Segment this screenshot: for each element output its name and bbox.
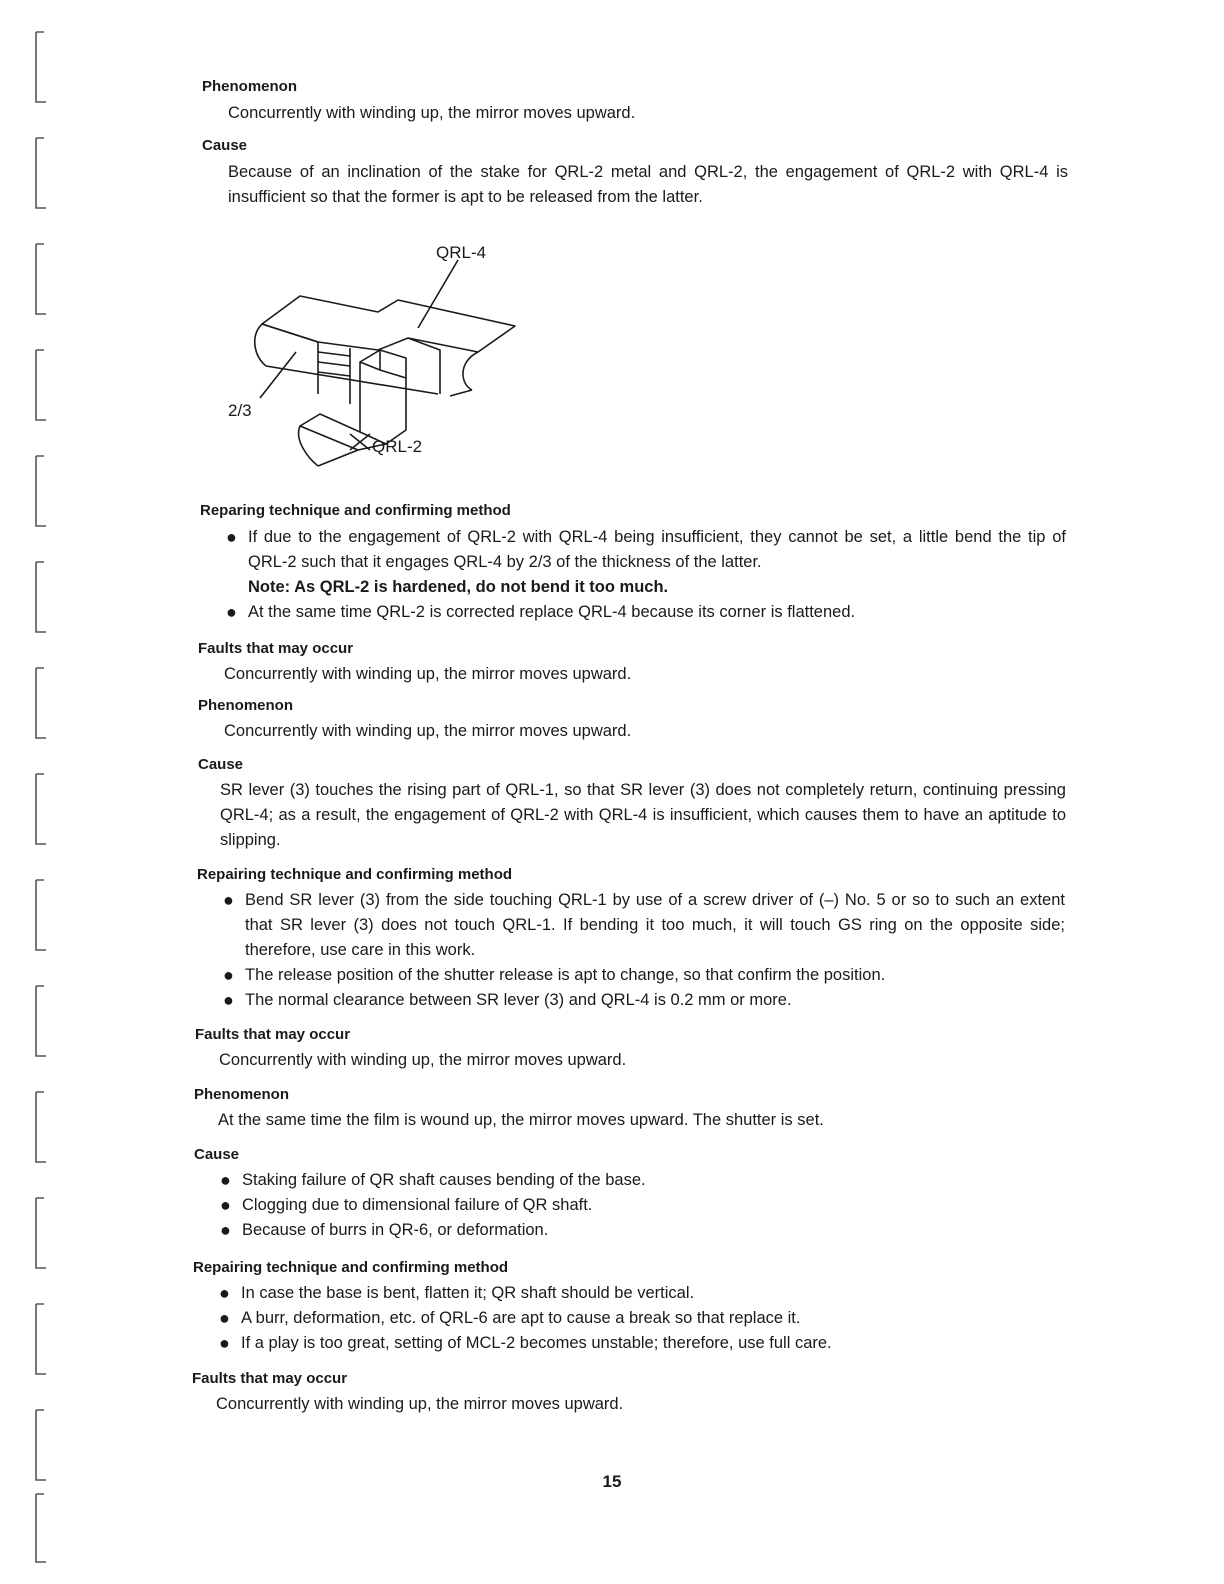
bullet-icon: ● <box>226 527 237 547</box>
bullet-icon: ● <box>223 890 234 910</box>
note-text: Note: As QRL-2 is hardened, do not bend it too much. <box>248 578 669 596</box>
section-phenomenon-1 <box>202 78 1082 126</box>
list-item <box>193 1331 1073 1356</box>
section-faults-1 <box>198 640 1078 687</box>
label-two-thirds: 2/3 <box>228 401 252 420</box>
list-item-text: Clogging due to dimensional failure of QR shaft. <box>242 1196 593 1214</box>
bullet-icon: ● <box>220 1170 231 1190</box>
qrl-engagement-diagram <box>210 244 530 474</box>
list-item-text: In case the base is bent, flatten it; QR shaft should be vertical. <box>241 1284 695 1302</box>
list-item-text: Staking failure of QR shaft causes bending of the base. <box>242 1171 646 1189</box>
bullet-icon: ● <box>219 1333 230 1353</box>
bullet-icon: ● <box>223 965 234 985</box>
section-heading: Cause <box>198 756 244 773</box>
list-item <box>194 1193 1074 1218</box>
section-text: At the same time the film is wound up, the mirror moves upward. The shutter is set. <box>218 1111 824 1129</box>
section-repair-1 <box>200 502 1066 625</box>
section-heading: Phenomenon <box>194 1086 290 1103</box>
section-heading: Repairing technique and confirming method <box>193 1259 509 1276</box>
list-item <box>194 1218 1074 1243</box>
section-faults-2 <box>195 1026 1075 1073</box>
bullet-icon: ● <box>219 1308 230 1328</box>
list-item <box>197 888 1065 963</box>
section-phenomenon-3 <box>194 1086 1074 1133</box>
list-item <box>193 1281 1073 1306</box>
list-item-text: If a play is too great, setting of MCL-2 becomes unstable; therefore, use full care. <box>241 1334 832 1352</box>
binder-brackets <box>24 24 54 1564</box>
label-qrl4: QRL-4 <box>436 244 487 262</box>
section-phenomenon-2 <box>198 697 1078 744</box>
list-item <box>197 963 1065 988</box>
list-item-text: The release position of the shutter release is apt to change, so that confirm the position. <box>245 966 886 984</box>
list-item <box>200 600 1066 625</box>
list-item <box>197 988 1065 1013</box>
list-item <box>194 1168 1074 1193</box>
section-heading: Phenomenon <box>202 78 298 95</box>
list-item-text: Because of burrs in QR-6, or deformation. <box>242 1221 549 1239</box>
section-faults-3 <box>192 1370 1072 1417</box>
section-repair-2 <box>197 866 1065 1013</box>
section-text: Concurrently with winding up, the mirror moves upward. <box>228 104 636 122</box>
section-cause-2 <box>198 756 1066 853</box>
section-text: Concurrently with winding up, the mirror moves upward. <box>224 722 632 740</box>
page-number: 15 <box>602 1472 622 1491</box>
bullet-icon: ● <box>219 1283 230 1303</box>
section-repair-3 <box>193 1259 1073 1356</box>
section-text: Concurrently with winding up, the mirror moves upward. <box>216 1395 624 1413</box>
section-heading: Faults that may occur <box>192 1370 348 1387</box>
section-heading: Reparing technique and confirming method <box>200 502 511 519</box>
list-item <box>200 525 1066 600</box>
section-heading: Repairing technique and confirming method <box>197 866 513 883</box>
section-heading: Cause <box>194 1146 240 1163</box>
list-item <box>193 1306 1073 1331</box>
bullet-icon: ● <box>220 1220 231 1240</box>
list-item-text: If due to the engagement of QRL-2 with QRL-4 being insufficient, they cannot be set, a little bend the tip of QRL-2 such that it engages QRL-4 by 2/3 of the thickness of the latter. <box>248 528 1066 571</box>
section-heading: Cause <box>202 137 248 154</box>
section-heading: Phenomenon <box>198 697 294 714</box>
label-qrl2: QRL-2 <box>372 437 423 456</box>
section-heading: Faults that may occur <box>195 1026 351 1043</box>
list-item-text: The normal clearance between SR lever (3) and QRL-4 is 0.2 mm or more. <box>245 991 792 1009</box>
section-text: SR lever (3) touches the rising part of QRL-1, so that SR lever (3) does not completely return, continuing pressing QRL-4; as a result, the engagement of QRL-2 with QRL-4 is insufficient, which causes them to have an aptitude to slipping. <box>220 781 1066 849</box>
bullet-icon: ● <box>220 1195 231 1215</box>
section-heading: Faults that may occur <box>198 640 354 657</box>
section-text: Concurrently with winding up, the mirror moves upward. <box>224 665 632 683</box>
section-cause-3 <box>194 1146 1074 1243</box>
list-item-text: At the same time QRL-2 is corrected replace QRL-4 because its corner is flattened. <box>248 603 856 621</box>
bullet-icon: ● <box>223 990 234 1010</box>
bullet-icon: ● <box>226 602 237 622</box>
list-item-text: Bend SR lever (3) from the side touching QRL-1 by use of a screw driver of (–) No. 5 or so to such an extent that SR lever (3) does not touch QRL-1. If bending it too much, it will touch GS ring on the opposite side; therefore, use care in this work. <box>245 891 1065 959</box>
section-text: Concurrently with winding up, the mirror moves upward. <box>219 1051 627 1069</box>
section-cause-1 <box>202 137 1068 210</box>
section-text: Because of an inclination of the stake for QRL-2 metal and QRL-2, the engagement of QRL-2 with QRL-4 is insufficient so that the former is apt to be released from the latter. <box>228 163 1068 206</box>
list-item-text: A burr, deformation, etc. of QRL-6 are apt to cause a break so that replace it. <box>241 1309 801 1327</box>
